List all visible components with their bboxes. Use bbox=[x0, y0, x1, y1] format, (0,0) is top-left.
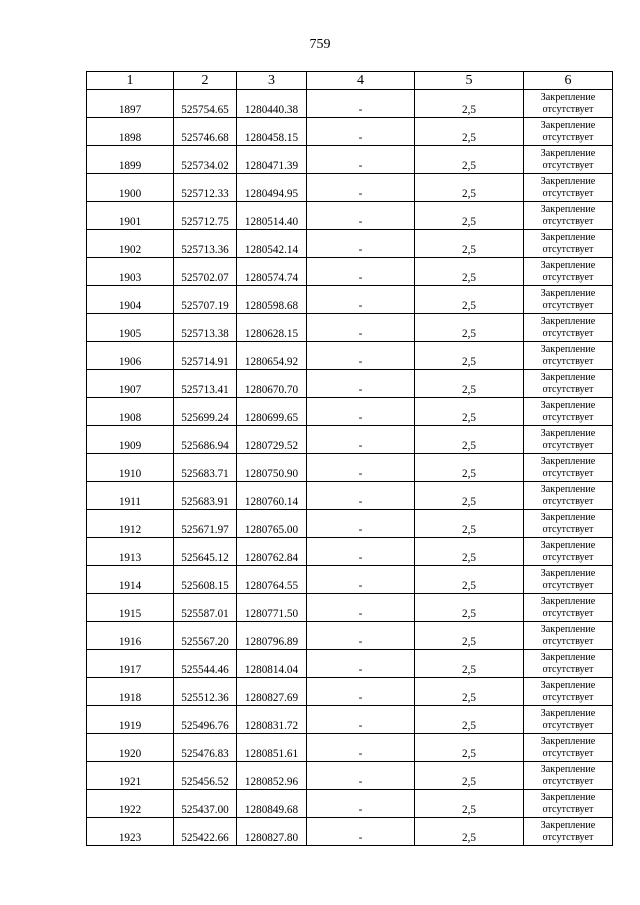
x-coordinate-cell: 525456.52 bbox=[174, 762, 237, 790]
fixing-note-cell: Закрепление отсутствует bbox=[524, 482, 613, 510]
column-4-cell: - bbox=[307, 650, 415, 678]
page-number: 759 bbox=[309, 37, 331, 52]
column-5-cell: 2,5 bbox=[415, 678, 524, 706]
x-coordinate-cell: 525713.38 bbox=[174, 314, 237, 342]
fixing-note-cell: Закрепление отсутствует bbox=[524, 426, 613, 454]
x-coordinate-cell: 525686.94 bbox=[174, 426, 237, 454]
column-5-cell: 2,5 bbox=[415, 146, 524, 174]
column-header-1: 1 bbox=[87, 72, 174, 90]
x-coordinate-cell: 525512.36 bbox=[174, 678, 237, 706]
table-row bbox=[87, 818, 613, 846]
point-number-cell: 1907 bbox=[87, 370, 174, 398]
column-5-cell: 2,5 bbox=[415, 594, 524, 622]
point-number-cell: 1902 bbox=[87, 230, 174, 258]
y-coordinate-cell: 1280699.65 bbox=[237, 398, 307, 426]
x-coordinate-cell: 525702.07 bbox=[174, 258, 237, 286]
column-4-cell: - bbox=[307, 314, 415, 342]
table-row bbox=[87, 202, 613, 230]
y-coordinate-cell: 1280771.50 bbox=[237, 594, 307, 622]
x-coordinate-cell: 525567.20 bbox=[174, 622, 237, 650]
fixing-note-cell: Закрепление отсутствует bbox=[524, 650, 613, 678]
column-4-cell: - bbox=[307, 678, 415, 706]
column-5-cell: 2,5 bbox=[415, 398, 524, 426]
point-number-cell: 1900 bbox=[87, 174, 174, 202]
table-body bbox=[87, 90, 613, 846]
point-number-cell: 1914 bbox=[87, 566, 174, 594]
y-coordinate-cell: 1280764.55 bbox=[237, 566, 307, 594]
y-coordinate-cell: 1280458.15 bbox=[237, 118, 307, 146]
fixing-note-cell: Закрепление отсутствует bbox=[524, 594, 613, 622]
table-row bbox=[87, 398, 613, 426]
point-number-cell: 1897 bbox=[87, 90, 174, 118]
column-5-cell: 2,5 bbox=[415, 454, 524, 482]
fixing-note-cell: Закрепление отсутствует bbox=[524, 90, 613, 118]
x-coordinate-cell: 525699.24 bbox=[174, 398, 237, 426]
y-coordinate-cell: 1280852.96 bbox=[237, 762, 307, 790]
header-row bbox=[87, 72, 613, 90]
fixing-note-cell: Закрепление отсутствует bbox=[524, 174, 613, 202]
table-row bbox=[87, 566, 613, 594]
table-row bbox=[87, 370, 613, 398]
column-4-cell: - bbox=[307, 118, 415, 146]
point-number-cell: 1899 bbox=[87, 146, 174, 174]
coordinates-table bbox=[86, 71, 613, 846]
column-4-cell: - bbox=[307, 566, 415, 594]
column-5-cell: 2,5 bbox=[415, 230, 524, 258]
column-5-cell: 2,5 bbox=[415, 342, 524, 370]
point-number-cell: 1906 bbox=[87, 342, 174, 370]
column-4-cell: - bbox=[307, 594, 415, 622]
fixing-note-cell: Закрепление отсутствует bbox=[524, 678, 613, 706]
column-5-cell: 2,5 bbox=[415, 90, 524, 118]
column-4-cell: - bbox=[307, 286, 415, 314]
column-5-cell: 2,5 bbox=[415, 174, 524, 202]
point-number-cell: 1922 bbox=[87, 790, 174, 818]
fixing-note-cell: Закрепление отсутствует bbox=[524, 790, 613, 818]
y-coordinate-cell: 1280827.69 bbox=[237, 678, 307, 706]
y-coordinate-cell: 1280729.52 bbox=[237, 426, 307, 454]
x-coordinate-cell: 525734.02 bbox=[174, 146, 237, 174]
point-number-cell: 1910 bbox=[87, 454, 174, 482]
table-row bbox=[87, 342, 613, 370]
y-coordinate-cell: 1280471.39 bbox=[237, 146, 307, 174]
fixing-note-cell: Закрепление отсутствует bbox=[524, 342, 613, 370]
table-row bbox=[87, 426, 613, 454]
x-coordinate-cell: 525712.33 bbox=[174, 174, 237, 202]
x-coordinate-cell: 525754.65 bbox=[174, 90, 237, 118]
point-number-cell: 1918 bbox=[87, 678, 174, 706]
column-4-cell: - bbox=[307, 706, 415, 734]
x-coordinate-cell: 525746.68 bbox=[174, 118, 237, 146]
point-number-cell: 1904 bbox=[87, 286, 174, 314]
point-number-cell: 1913 bbox=[87, 538, 174, 566]
fixing-note-cell: Закрепление отсутствует bbox=[524, 314, 613, 342]
column-5-cell: 2,5 bbox=[415, 650, 524, 678]
table-row bbox=[87, 258, 613, 286]
table-row bbox=[87, 594, 613, 622]
table-row bbox=[87, 314, 613, 342]
table-row bbox=[87, 230, 613, 258]
x-coordinate-cell: 525476.83 bbox=[174, 734, 237, 762]
column-4-cell: - bbox=[307, 482, 415, 510]
point-number-cell: 1903 bbox=[87, 258, 174, 286]
y-coordinate-cell: 1280851.61 bbox=[237, 734, 307, 762]
point-number-cell: 1921 bbox=[87, 762, 174, 790]
y-coordinate-cell: 1280628.15 bbox=[237, 314, 307, 342]
x-coordinate-cell: 525683.91 bbox=[174, 482, 237, 510]
column-5-cell: 2,5 bbox=[415, 286, 524, 314]
column-4-cell: - bbox=[307, 90, 415, 118]
fixing-note-cell: Закрепление отсутствует bbox=[524, 454, 613, 482]
x-coordinate-cell: 525437.00 bbox=[174, 790, 237, 818]
y-coordinate-cell: 1280598.68 bbox=[237, 286, 307, 314]
column-4-cell: - bbox=[307, 230, 415, 258]
fixing-note-cell: Закрепление отсутствует bbox=[524, 538, 613, 566]
point-number-cell: 1917 bbox=[87, 650, 174, 678]
x-coordinate-cell: 525683.71 bbox=[174, 454, 237, 482]
column-5-cell: 2,5 bbox=[415, 118, 524, 146]
table-row bbox=[87, 454, 613, 482]
y-coordinate-cell: 1280494.95 bbox=[237, 174, 307, 202]
fixing-note-cell: Закрепление отсутствует bbox=[524, 398, 613, 426]
y-coordinate-cell: 1280574.74 bbox=[237, 258, 307, 286]
column-4-cell: - bbox=[307, 454, 415, 482]
table-row bbox=[87, 90, 613, 118]
column-5-cell: 2,5 bbox=[415, 706, 524, 734]
fixing-note-cell: Закрепление отсутствует bbox=[524, 258, 613, 286]
table-row bbox=[87, 622, 613, 650]
y-coordinate-cell: 1280760.14 bbox=[237, 482, 307, 510]
point-number-cell: 1916 bbox=[87, 622, 174, 650]
point-number-cell: 1919 bbox=[87, 706, 174, 734]
x-coordinate-cell: 525714.91 bbox=[174, 342, 237, 370]
table-row bbox=[87, 510, 613, 538]
column-header-2: 2 bbox=[174, 72, 237, 90]
point-number-cell: 1920 bbox=[87, 734, 174, 762]
point-number-cell: 1915 bbox=[87, 594, 174, 622]
x-coordinate-cell: 525422.66 bbox=[174, 818, 237, 846]
table-row bbox=[87, 678, 613, 706]
fixing-note-cell: Закрепление отсутствует bbox=[524, 370, 613, 398]
x-coordinate-cell: 525587.01 bbox=[174, 594, 237, 622]
x-coordinate-cell: 525608.15 bbox=[174, 566, 237, 594]
x-coordinate-cell: 525713.36 bbox=[174, 230, 237, 258]
fixing-note-cell: Закрепление отсутствует bbox=[524, 818, 613, 846]
column-5-cell: 2,5 bbox=[415, 818, 524, 846]
fixing-note-cell: Закрепление отсутствует bbox=[524, 146, 613, 174]
column-4-cell: - bbox=[307, 258, 415, 286]
column-header-3: 3 bbox=[237, 72, 307, 90]
column-4-cell: - bbox=[307, 510, 415, 538]
y-coordinate-cell: 1280762.84 bbox=[237, 538, 307, 566]
point-number-cell: 1908 bbox=[87, 398, 174, 426]
column-4-cell: - bbox=[307, 426, 415, 454]
column-5-cell: 2,5 bbox=[415, 510, 524, 538]
column-4-cell: - bbox=[307, 538, 415, 566]
column-5-cell: 2,5 bbox=[415, 622, 524, 650]
x-coordinate-cell: 525712.75 bbox=[174, 202, 237, 230]
fixing-note-cell: Закрепление отсутствует bbox=[524, 762, 613, 790]
column-5-cell: 2,5 bbox=[415, 314, 524, 342]
x-coordinate-cell: 525645.12 bbox=[174, 538, 237, 566]
x-coordinate-cell: 525671.97 bbox=[174, 510, 237, 538]
column-header-5: 5 bbox=[415, 72, 524, 90]
y-coordinate-cell: 1280796.89 bbox=[237, 622, 307, 650]
column-4-cell: - bbox=[307, 146, 415, 174]
x-coordinate-cell: 525713.41 bbox=[174, 370, 237, 398]
fixing-note-cell: Закрепление отсутствует bbox=[524, 118, 613, 146]
column-5-cell: 2,5 bbox=[415, 762, 524, 790]
column-4-cell: - bbox=[307, 398, 415, 426]
point-number-cell: 1905 bbox=[87, 314, 174, 342]
y-coordinate-cell: 1280814.04 bbox=[237, 650, 307, 678]
table-row bbox=[87, 734, 613, 762]
y-coordinate-cell: 1280542.14 bbox=[237, 230, 307, 258]
table-row bbox=[87, 650, 613, 678]
point-number-cell: 1911 bbox=[87, 482, 174, 510]
column-4-cell: - bbox=[307, 342, 415, 370]
column-header-4: 4 bbox=[307, 72, 415, 90]
y-coordinate-cell: 1280654.92 bbox=[237, 342, 307, 370]
column-4-cell: - bbox=[307, 622, 415, 650]
y-coordinate-cell: 1280827.80 bbox=[237, 818, 307, 846]
table-row bbox=[87, 762, 613, 790]
column-4-cell: - bbox=[307, 202, 415, 230]
y-coordinate-cell: 1280849.68 bbox=[237, 790, 307, 818]
x-coordinate-cell: 525496.76 bbox=[174, 706, 237, 734]
column-5-cell: 2,5 bbox=[415, 538, 524, 566]
table-row bbox=[87, 118, 613, 146]
column-5-cell: 2,5 bbox=[415, 202, 524, 230]
column-4-cell: - bbox=[307, 762, 415, 790]
column-5-cell: 2,5 bbox=[415, 790, 524, 818]
fixing-note-cell: Закрепление отсутствует bbox=[524, 202, 613, 230]
column-5-cell: 2,5 bbox=[415, 482, 524, 510]
point-number-cell: 1901 bbox=[87, 202, 174, 230]
column-5-cell: 2,5 bbox=[415, 734, 524, 762]
y-coordinate-cell: 1280750.90 bbox=[237, 454, 307, 482]
table-header bbox=[87, 72, 613, 90]
y-coordinate-cell: 1280831.72 bbox=[237, 706, 307, 734]
table-row bbox=[87, 790, 613, 818]
table-row bbox=[87, 286, 613, 314]
table-row bbox=[87, 482, 613, 510]
column-4-cell: - bbox=[307, 174, 415, 202]
fixing-note-cell: Закрепление отсутствует bbox=[524, 734, 613, 762]
point-number-cell: 1909 bbox=[87, 426, 174, 454]
fixing-note-cell: Закрепление отсутствует bbox=[524, 286, 613, 314]
column-5-cell: 2,5 bbox=[415, 370, 524, 398]
table-row bbox=[87, 146, 613, 174]
fixing-note-cell: Закрепление отсутствует bbox=[524, 566, 613, 594]
column-header-6: 6 bbox=[524, 72, 613, 90]
table-row bbox=[87, 538, 613, 566]
y-coordinate-cell: 1280765.00 bbox=[237, 510, 307, 538]
y-coordinate-cell: 1280670.70 bbox=[237, 370, 307, 398]
column-5-cell: 2,5 bbox=[415, 426, 524, 454]
column-5-cell: 2,5 bbox=[415, 258, 524, 286]
fixing-note-cell: Закрепление отсутствует bbox=[524, 230, 613, 258]
fixing-note-cell: Закрепление отсутствует bbox=[524, 622, 613, 650]
y-coordinate-cell: 1280514.40 bbox=[237, 202, 307, 230]
x-coordinate-cell: 525544.46 bbox=[174, 650, 237, 678]
x-coordinate-cell: 525707.19 bbox=[174, 286, 237, 314]
fixing-note-cell: Закрепление отсутствует bbox=[524, 510, 613, 538]
point-number-cell: 1898 bbox=[87, 118, 174, 146]
column-4-cell: - bbox=[307, 818, 415, 846]
column-5-cell: 2,5 bbox=[415, 566, 524, 594]
table-row bbox=[87, 706, 613, 734]
y-coordinate-cell: 1280440.38 bbox=[237, 90, 307, 118]
point-number-cell: 1923 bbox=[87, 818, 174, 846]
column-4-cell: - bbox=[307, 790, 415, 818]
point-number-cell: 1912 bbox=[87, 510, 174, 538]
column-4-cell: - bbox=[307, 370, 415, 398]
fixing-note-cell: Закрепление отсутствует bbox=[524, 706, 613, 734]
column-4-cell: - bbox=[307, 734, 415, 762]
table-row bbox=[87, 174, 613, 202]
